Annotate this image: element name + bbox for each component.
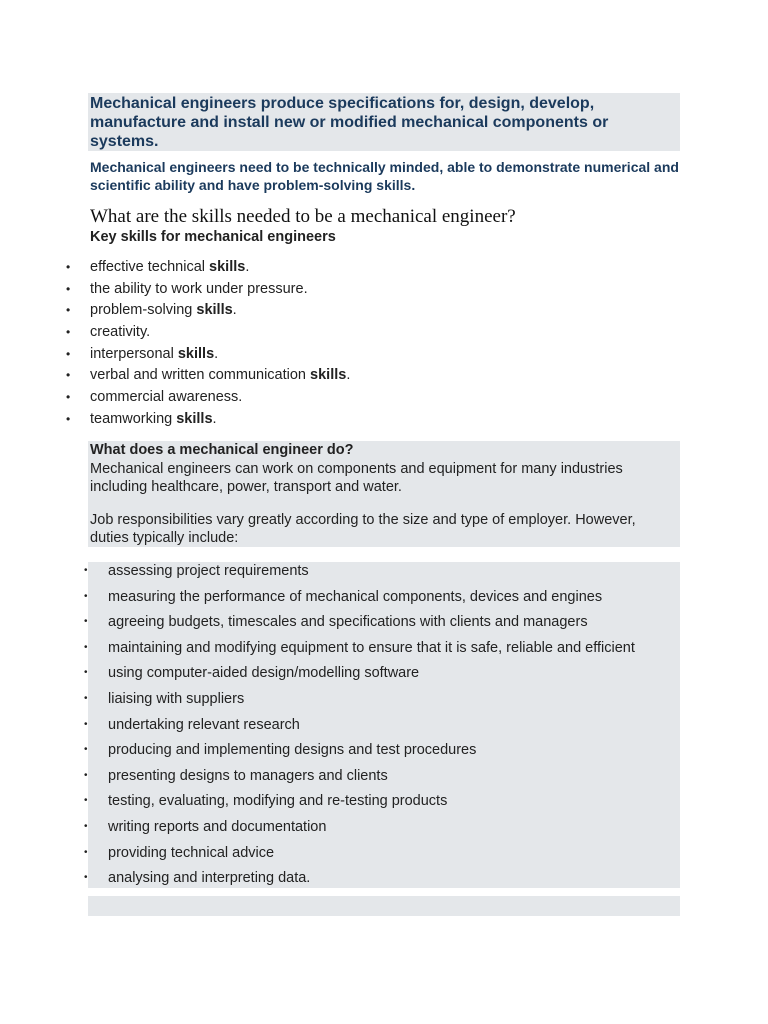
bullet-icon: • <box>66 390 71 405</box>
duty-text: undertaking relevant research <box>108 716 300 733</box>
list-item <box>84 867 635 893</box>
what-does-paragraph-2: Job responsibilities vary greatly according to the size and type of employer. However, duties typically include: <box>90 512 636 546</box>
duty-text: liaising with suppliers <box>108 690 245 707</box>
intro-headline: Mechanical engineers produce specifications for, design, develop, manufacture and install new or modified mechanical components or systems. <box>90 95 609 150</box>
duty-text: analysing and interpreting data. <box>108 870 311 887</box>
bullet-icon: • <box>66 281 71 296</box>
skill-text: the ability to work under pressure. <box>90 280 308 297</box>
skill-bold: skills <box>196 302 233 319</box>
bullet-icon: • <box>84 565 88 576</box>
bullet-icon: • <box>84 641 88 653</box>
duty-text: using computer-aided design/modelling software <box>108 665 420 682</box>
skill-text: teamworking <box>90 410 177 427</box>
bullet-icon: • <box>66 368 71 383</box>
duties-list <box>84 560 635 893</box>
what-does-paragraph-1: Mechanical engineers can work on components and equipment for many industries including healthcare, power, transport and water. <box>90 461 623 495</box>
bullet-icon: • <box>84 872 88 884</box>
duty-text: agreeing budgets, timescales and specifications with clients and managers <box>108 614 588 631</box>
skill-tail: . <box>214 345 219 362</box>
skill-bold: skills <box>209 259 246 275</box>
bullet-icon: • <box>84 795 88 807</box>
skill-bold: skills <box>176 410 213 427</box>
list-item <box>84 816 635 842</box>
duty-text: testing, evaluating, modifying and re-testing products <box>108 793 448 810</box>
bullet-icon: • <box>84 667 88 679</box>
key-skills-heading: Key skills for mechanical engineers <box>90 229 336 245</box>
skill-text: commercial awareness. <box>90 389 243 406</box>
list-item <box>62 365 350 387</box>
skill-text: interpersonal <box>90 345 178 362</box>
list-item <box>84 611 635 637</box>
list-item <box>62 387 350 409</box>
list-item <box>62 344 350 366</box>
bullet-icon: • <box>84 692 88 704</box>
bullet-icon: • <box>66 346 71 361</box>
footer-highlight <box>88 896 680 916</box>
bullet-icon: • <box>84 744 88 756</box>
intro-subline: Mechanical engineers need to be technically minded, able to demonstrate numerical and scientific ability and have problem-solving skills. <box>90 159 679 193</box>
list-item <box>84 842 635 868</box>
duty-text: presenting designs to managers and clients <box>108 767 388 784</box>
list-item <box>62 409 350 431</box>
list-item <box>84 790 635 816</box>
duty-text: providing technical advice <box>108 844 275 861</box>
duty-text: maintaining and modifying equipment to ensure that it is safe, reliable and efficient <box>108 639 635 656</box>
bullet-icon: • <box>84 846 88 858</box>
bullet-icon: • <box>66 303 71 318</box>
list-item <box>84 662 635 688</box>
skill-text: creativity. <box>90 324 151 341</box>
bullet-icon: • <box>84 616 88 628</box>
skill-tail: . <box>245 259 250 275</box>
bullet-icon: • <box>84 769 88 781</box>
list-item <box>84 637 635 663</box>
bullet-icon: • <box>66 260 71 274</box>
bullet-icon: • <box>84 590 88 602</box>
duty-text: assessing project requirements <box>108 563 309 579</box>
skill-tail: . <box>346 367 351 384</box>
skill-bold: skills <box>177 345 215 362</box>
list-item <box>84 586 635 612</box>
skill-text: verbal and written communication <box>90 367 311 384</box>
list-item <box>84 688 635 714</box>
skill-text: problem-solving <box>90 302 197 319</box>
list-item <box>84 739 635 765</box>
bullet-icon: • <box>84 718 88 730</box>
duty-text: producing and implementing designs and test procedures <box>108 742 477 759</box>
bullet-icon: • <box>84 820 88 832</box>
duty-text: measuring the performance of mechanical components, devices and engines <box>108 588 603 605</box>
skill-bold: skills <box>310 367 347 384</box>
what-does-heading: What does a mechanical engineer do? <box>90 442 354 458</box>
skills-question: What are the skills needed to be a mechanical engineer? <box>90 206 516 227</box>
skills-list <box>62 257 350 431</box>
list-item <box>62 257 350 279</box>
list-item <box>84 560 635 586</box>
skill-text: effective technical <box>90 259 210 275</box>
list-item <box>62 300 350 322</box>
skill-tail: . <box>212 410 217 427</box>
duty-text: writing reports and documentation <box>108 818 327 835</box>
bullet-icon: • <box>66 411 71 426</box>
list-item <box>84 714 635 740</box>
list-item <box>62 279 350 301</box>
bullet-icon: • <box>66 325 71 340</box>
list-item <box>62 322 350 344</box>
skill-tail: . <box>232 302 237 319</box>
list-item <box>84 765 635 791</box>
